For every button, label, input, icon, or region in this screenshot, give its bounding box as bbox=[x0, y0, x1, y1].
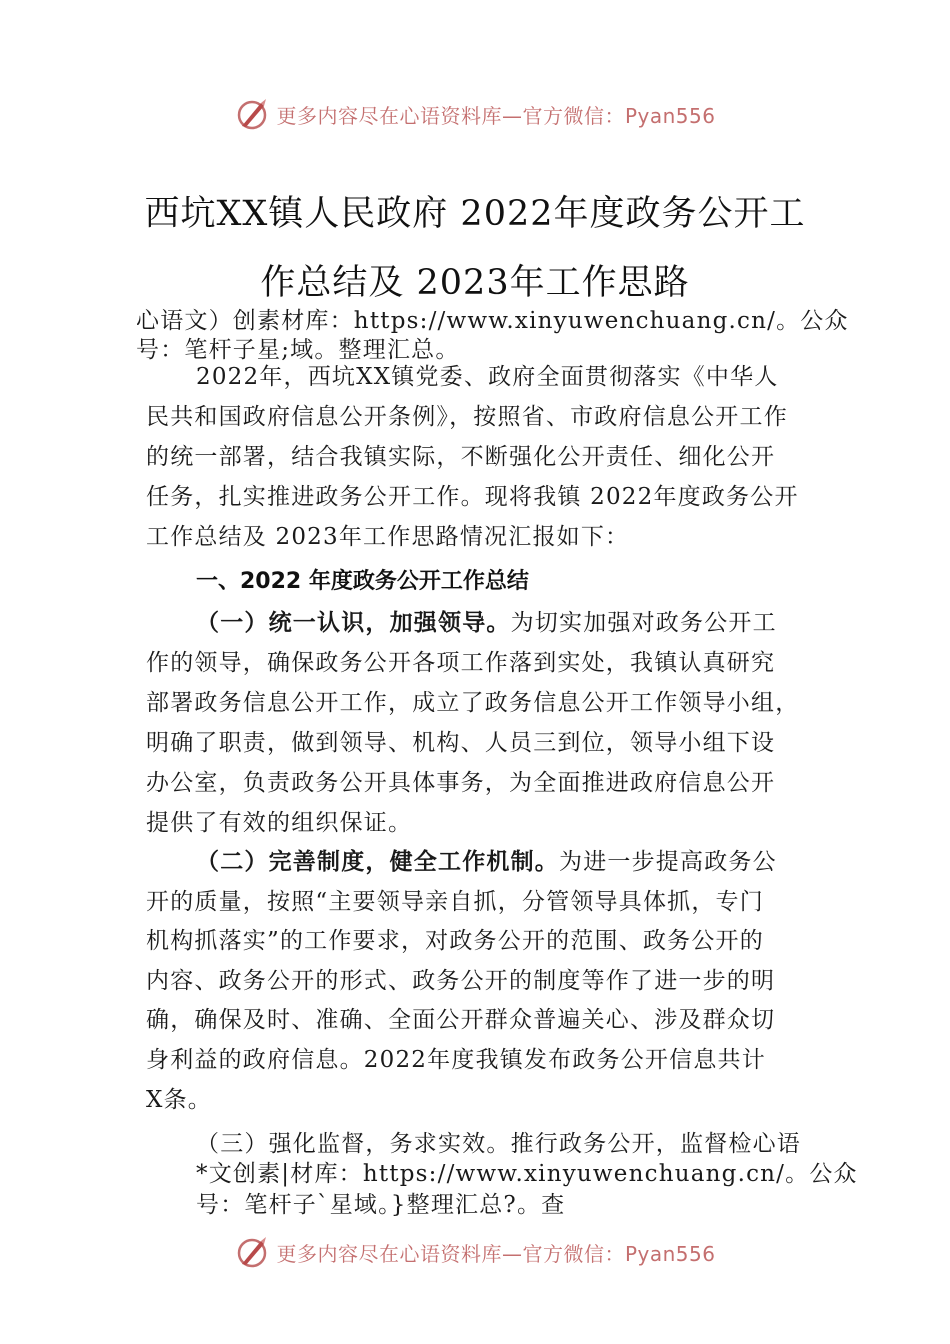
document-title-line-1: 西坑XX镇人民政府 2022年度政务公开工 bbox=[144, 194, 806, 234]
watermark-line: 心语文）创素材库：https://www.xinyuwenchuang.cn/。公众 bbox=[136, 308, 849, 334]
paragraph-2-line: 机构抓落实”的工作要求，对政务公开的范围、政务公开的 bbox=[146, 928, 764, 954]
paragraph-2-line: 身利益的政府信息。2022年度我镇发布政务公开信息共计 bbox=[146, 1047, 766, 1073]
footer-banner bbox=[0, 1232, 950, 1272]
watermark-line: 号：笔杆子`星域。}整理汇总?。查 bbox=[196, 1192, 566, 1218]
paragraph-1-line: 明确了职责，做到领导、机构、人员三到位，领导小组下设 bbox=[146, 730, 776, 756]
quill-pen-logo-icon bbox=[234, 96, 270, 132]
paragraph-1-subheading: （一）统一认识，加强领导。 bbox=[196, 609, 511, 636]
watermark-line: 号：笔杆子星;域。整理汇总。 bbox=[136, 337, 460, 363]
header-banner bbox=[0, 94, 950, 134]
paragraph-3-line: （三）强化监督，务求实效。推行政务公开，监督检心语 bbox=[196, 1131, 801, 1157]
banner-text: 更多内容尽在心语资料库—官方微信：Pyan556 bbox=[276, 103, 716, 128]
paragraph-1-first-line bbox=[196, 604, 777, 637]
paragraph-2-line: 内容、政务公开的形式、政务公开的制度等作了进一步的明 bbox=[146, 968, 776, 994]
section-heading: 一、2022 年度政务公开工作总结 bbox=[196, 569, 529, 594]
intro-line: 2022年，西坑XX镇党委、政府全面贯彻落实《中华人 bbox=[196, 364, 779, 390]
paragraph-2-line: 开的质量，按照“主要领导亲自抓，分管领导具体抓，专门 bbox=[146, 889, 764, 915]
paragraph-2-first-line bbox=[196, 843, 777, 876]
paragraph-1-line: 提供了有效的组织保证。 bbox=[146, 810, 413, 836]
paragraph-2-first-line-text: 为进一步提高政务公 bbox=[559, 849, 777, 875]
paragraph-1-line: 作的领导，确保政务公开各项工作落到实处，我镇认真研究 bbox=[146, 650, 776, 676]
intro-line: 工作总结及 2023年工作思路情况汇报如下： bbox=[146, 524, 630, 550]
watermark-line: *文创素|材库：https://www.xinyuwenchuang.cn/。公众 bbox=[196, 1161, 858, 1187]
paragraph-2-subheading: （二）完善制度，健全工作机制。 bbox=[196, 848, 559, 875]
quill-pen-logo-icon bbox=[234, 1234, 270, 1270]
document-title-line-2: 作总结及 2023年工作思路 bbox=[260, 263, 690, 303]
banner-text: 更多内容尽在心语资料库—官方微信：Pyan556 bbox=[276, 1241, 716, 1266]
paragraph-2-line: X条。 bbox=[146, 1087, 212, 1113]
intro-line: 民共和国政府信息公开条例》，按照省、市政府信息公开工作 bbox=[146, 404, 788, 430]
paragraph-1-line: 办公室，负责政务公开具体事务，为全面推进政府信息公开 bbox=[146, 770, 776, 796]
paragraph-1-first-line-text: 为切实加强对政务公开工 bbox=[510, 610, 777, 636]
intro-line: 的统一部署，结合我镇实际，不断强化公开责任、细化公开 bbox=[146, 444, 776, 470]
paragraph-2-line: 确，确保及时、准确、全面公开群众普遍关心、涉及群众切 bbox=[146, 1007, 776, 1033]
intro-line: 任务，扎实推进政务公开工作。现将我镇 2022年度政务公开 bbox=[146, 484, 799, 510]
paragraph-1-line: 部署政务信息公开工作，成立了政务信息公开工作领导小组， bbox=[146, 690, 800, 716]
